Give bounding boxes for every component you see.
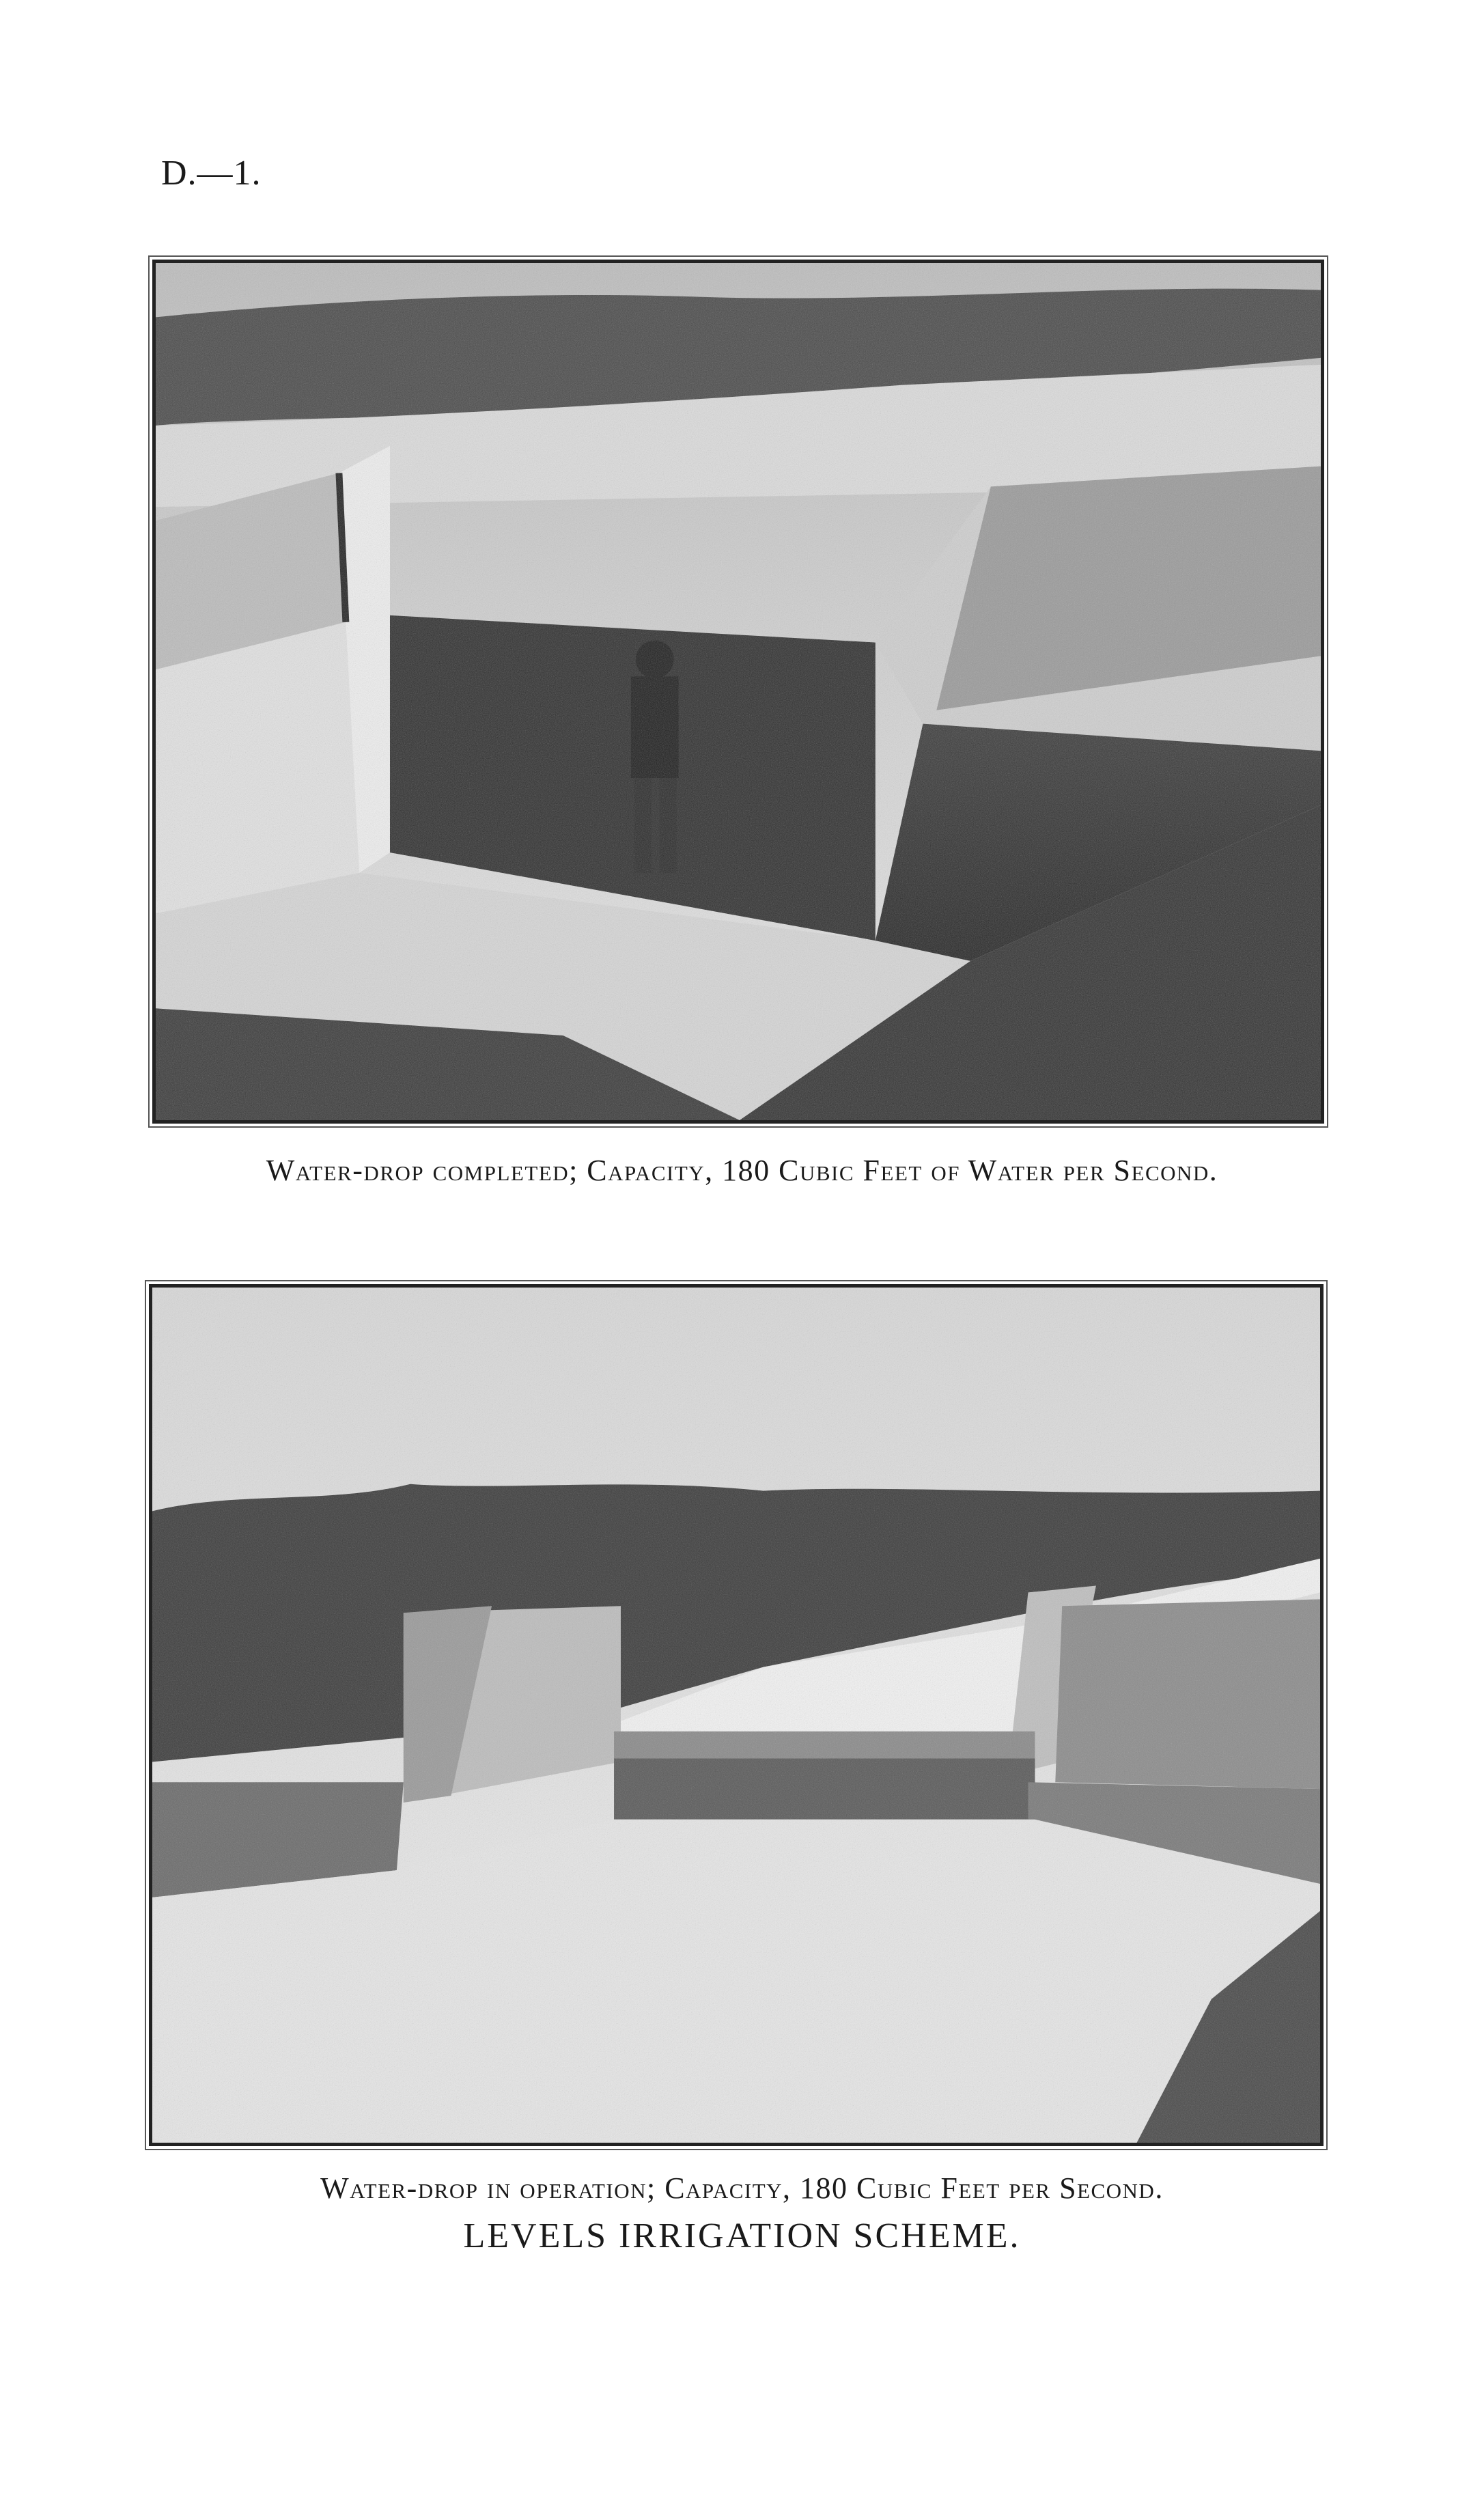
photo-water-drop-in-operation <box>149 1284 1324 2146</box>
figure-caption-1: Water-drop completed; Capacity, 180 Cubic Feet of Water per Second. <box>266 1154 1218 1187</box>
figure-caption-2: Water-drop in operation; Capacity, 180 Cubic Feet per Second. <box>320 2171 1164 2205</box>
photo-water-drop-completed <box>152 260 1324 1124</box>
page-reference: D.—1. <box>161 154 262 193</box>
scheme-title: LEVELS IRRIGATION SCHEME. <box>463 2216 1021 2255</box>
